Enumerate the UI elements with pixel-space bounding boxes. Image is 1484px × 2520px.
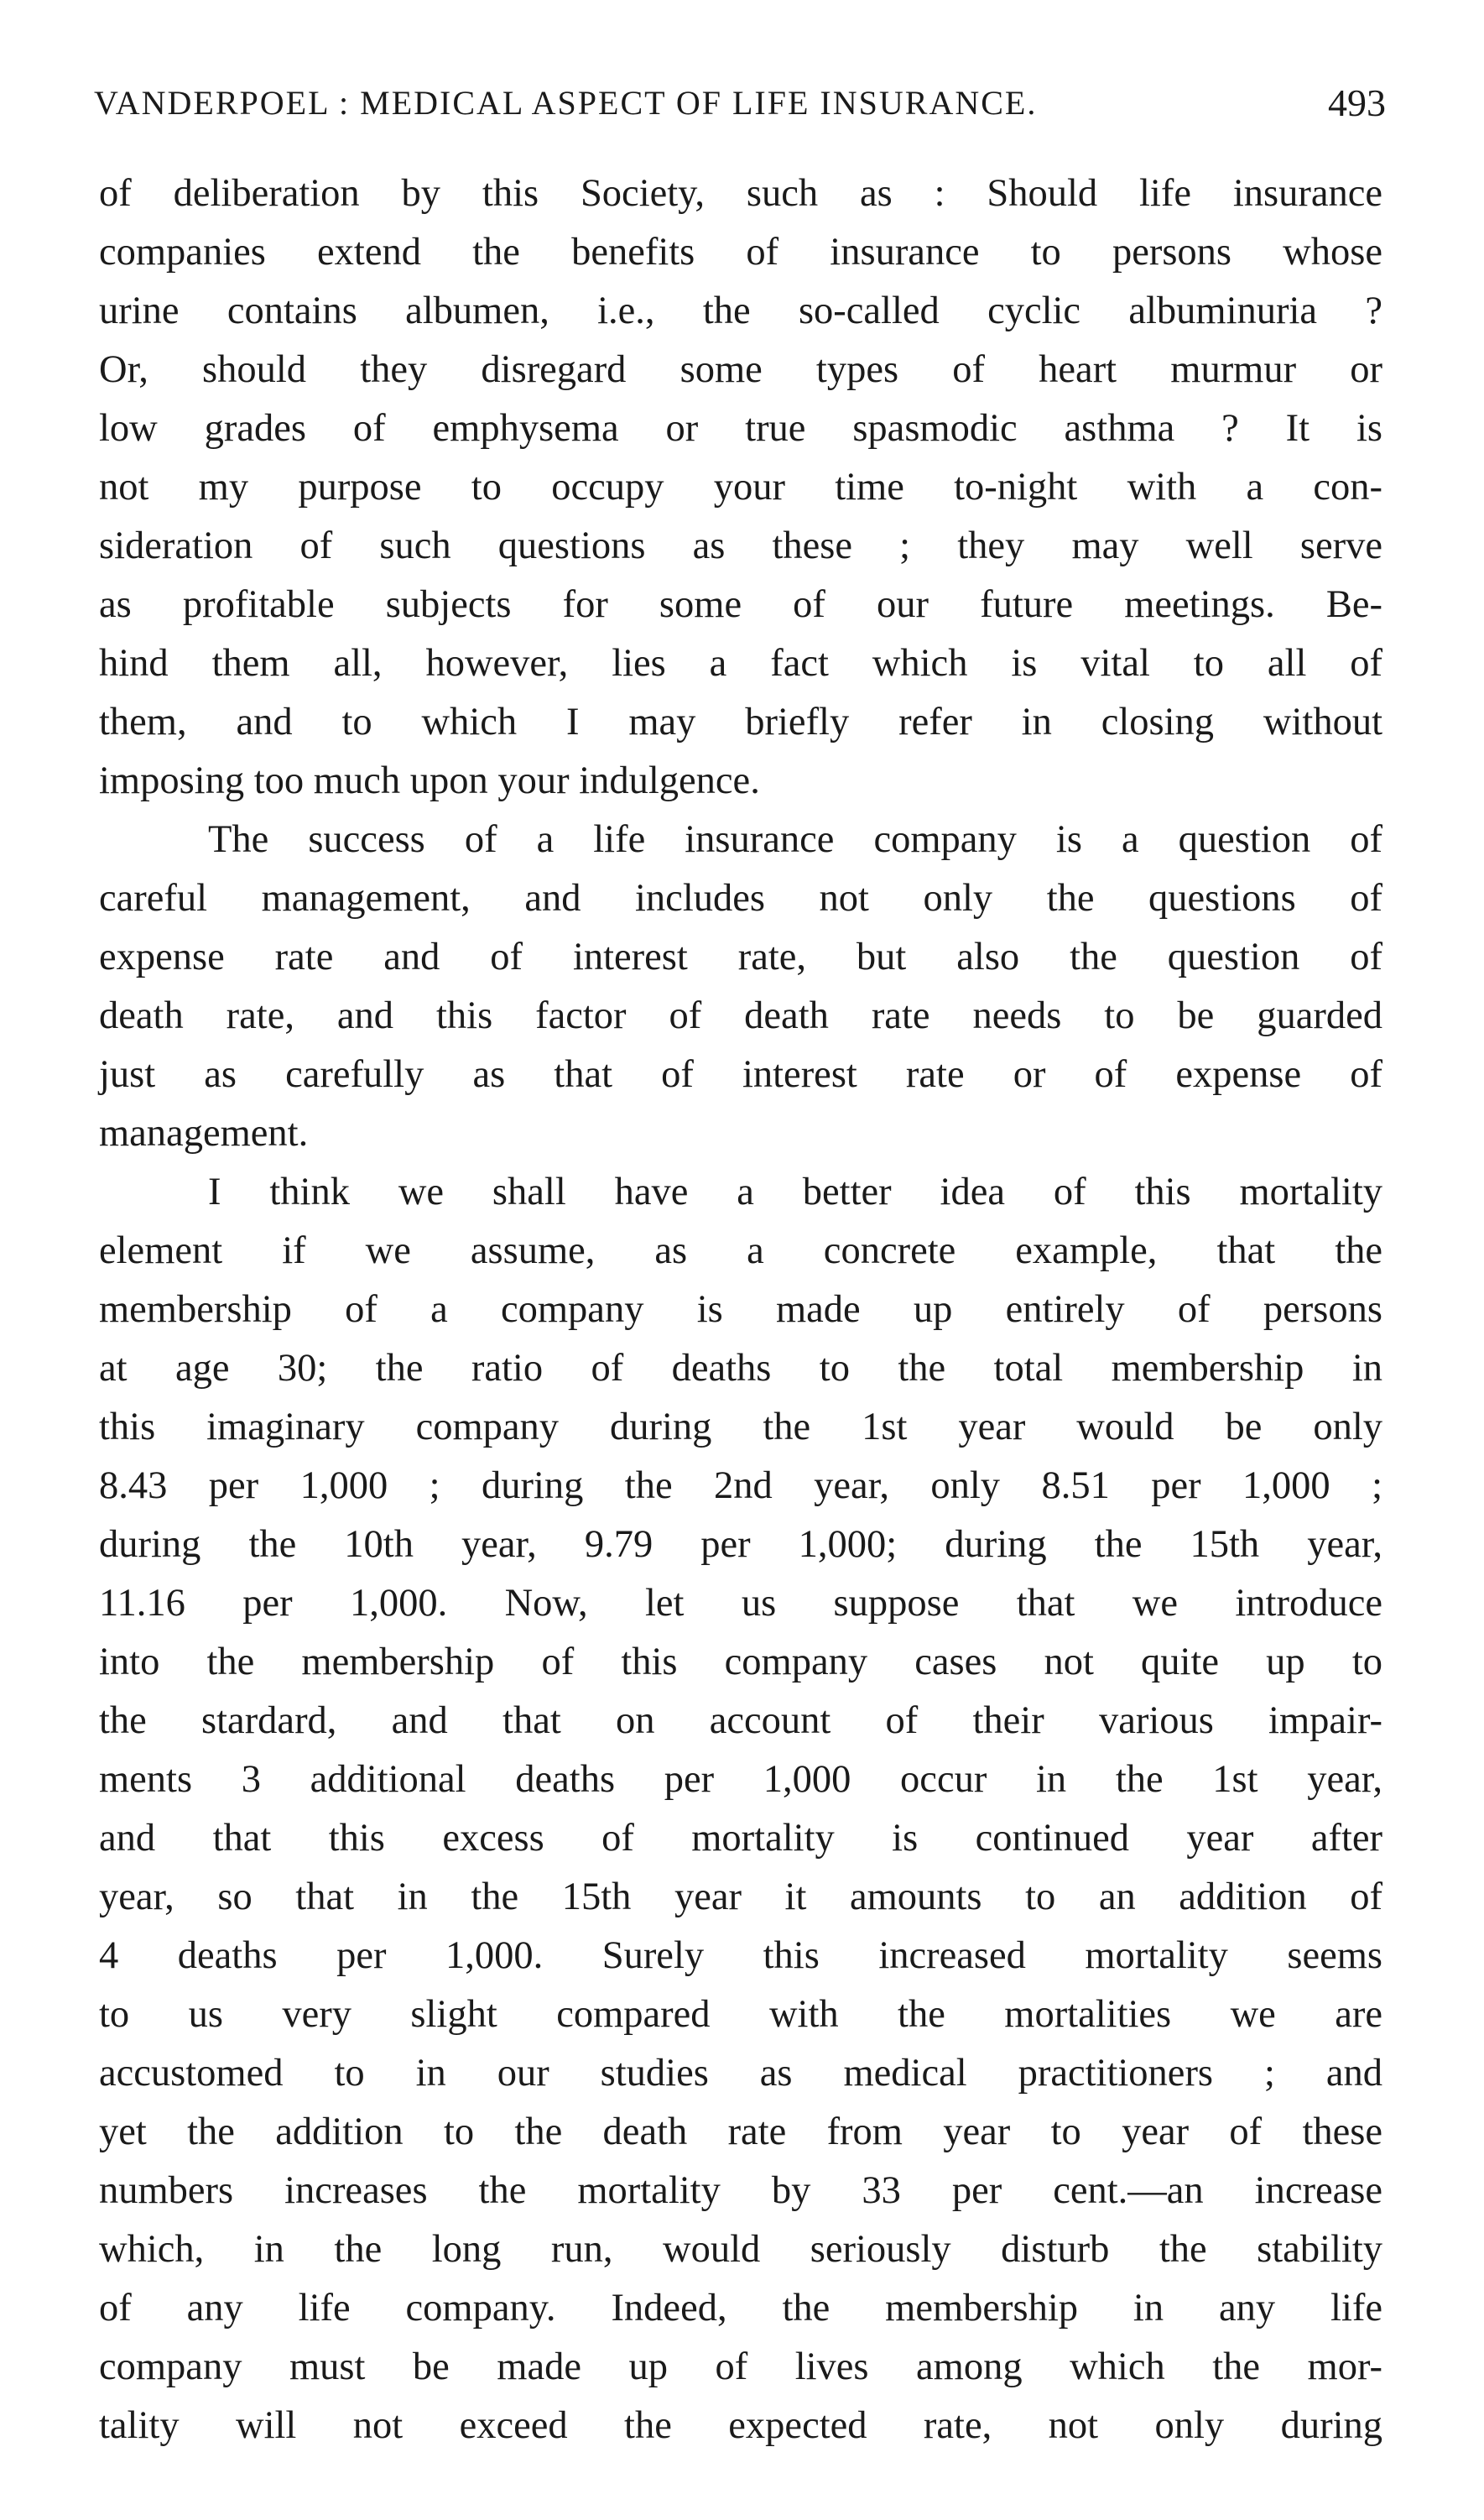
text-line: them, and to which I may briefly refer in closing without: [99, 701, 1382, 743]
text-line: expense rate and of interest rate, but also the question of: [99, 936, 1382, 978]
text-line: sideration of such questions as these ; they may well serve: [99, 524, 1382, 567]
text-line: just as carefully as that of interest rate or of expense of: [99, 1053, 1382, 1096]
text-line: yet the addition to the death rate from year to year of these: [99, 2110, 1382, 2153]
page-number: 493: [1328, 81, 1386, 124]
text-line: 8.43 per 1,000 ; during the 2nd year, only 8.51 per 1,000 ;: [99, 1464, 1382, 1507]
text-line: ments 3 additional deaths per 1,000 occur in the 1st year,: [99, 1758, 1382, 1801]
text-line: hind them all, however, lies a fact which is vital to all of: [99, 642, 1382, 685]
text-line: Or, should they disregard some types of heart murmur or: [99, 348, 1382, 391]
text-line: of deliberation by this Society, such as : Should life insurance: [99, 172, 1382, 215]
text-line: urine contains albumen, i.e., the so-called cyclic albuminuria ?: [99, 290, 1382, 332]
text-line: membership of a company is made up entirely of persons: [99, 1288, 1382, 1331]
body-text: [99, 164, 1382, 2455]
text-line: numbers increases the mortality by 33 per cent.—an increase: [99, 2169, 1382, 2212]
text-line: management.: [99, 1112, 309, 1155]
text-line: careful management, and includes not only the questions of: [99, 877, 1382, 920]
text-line: element if we assume, as a concrete example, that the: [99, 1229, 1382, 1272]
text-line: and that this excess of mortality is continued year after: [99, 1817, 1382, 1860]
text-line: into the membership of this company cases not quite up to: [99, 1641, 1382, 1683]
text-line: during the 10th year, 9.79 per 1,000; during the 15th year,: [99, 1523, 1382, 1566]
text-line: accustomed to in our studies as medical practitioners ; and: [99, 2052, 1382, 2095]
text-line: tality will not exceed the expected rate, not only during: [99, 2404, 1382, 2447]
text-line: imposing too much upon your indulgence.: [99, 759, 760, 802]
text-line: company must be made up of lives among which the mor-: [99, 2345, 1382, 2388]
text-line: of any life company. Indeed, the membership in any life: [99, 2287, 1382, 2330]
text-line: not my purpose to occupy your time to-night with a con-: [99, 466, 1382, 509]
running-head: [94, 74, 1386, 133]
text-line: at age 30; the ratio of deaths to the total membership in: [99, 1347, 1382, 1390]
text-line: the stardard, and that on account of their various impair-: [99, 1699, 1382, 1742]
text-line: death rate, and this factor of death rate needs to be guarded: [99, 994, 1382, 1037]
text-line: year, so that in the 15th year it amounts to an addition of: [99, 1876, 1382, 1918]
text-line: companies extend the benefits of insurance to persons whose: [99, 231, 1382, 274]
text-line: 4 deaths per 1,000. Surely this increased mortality seems: [99, 1934, 1382, 1977]
text-line: as profitable subjects for some of our future meetings. Be-: [99, 583, 1382, 626]
running-title: VANDERPOEL : MEDICAL ASPECT OF LIFE INSURANCE.: [94, 84, 1038, 122]
text-line: to us very slight compared with the mortalities we are: [99, 1993, 1382, 2036]
text-line: 11.16 per 1,000. Now, let us suppose that we introduce: [99, 1582, 1382, 1625]
text-line: I think we shall have a better idea of this mortality: [208, 1171, 1382, 1213]
text-line: this imaginary company during the 1st year would be only: [99, 1406, 1382, 1448]
text-line: The success of a life insurance company is a question of: [208, 818, 1382, 861]
text-line: low grades of emphysema or true spasmodic asthma ? It is: [99, 407, 1382, 450]
text-line: which, in the long run, would seriously disturb the stability: [99, 2228, 1382, 2271]
